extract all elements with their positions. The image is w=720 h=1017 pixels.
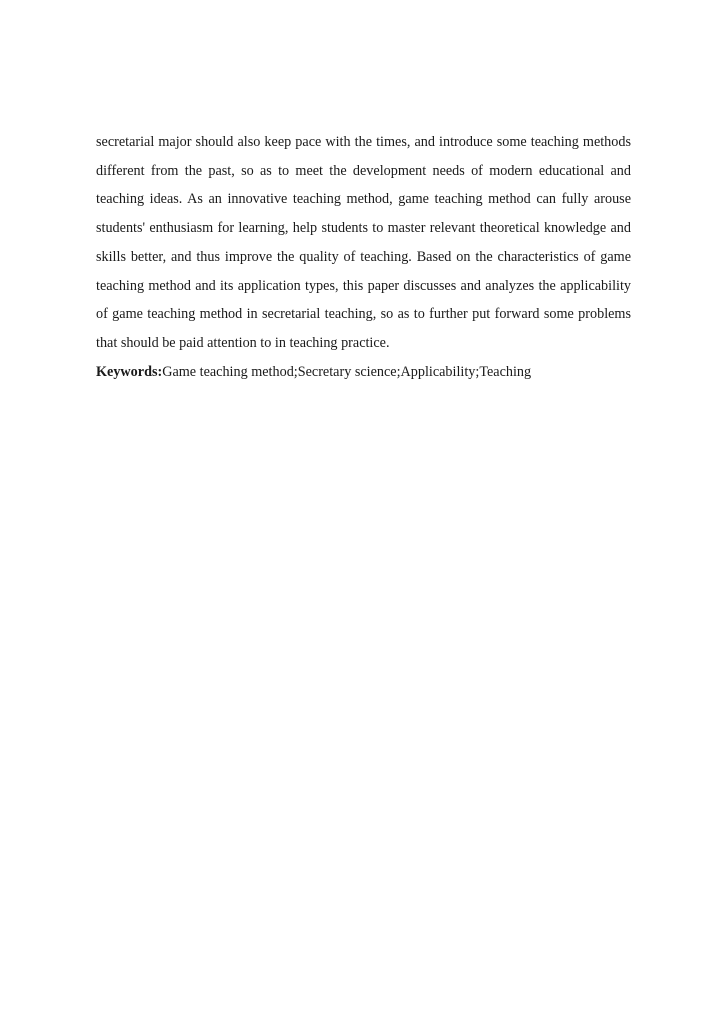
keywords-line [96, 358, 631, 387]
abstract-paragraph: secretarial major should also keep pace with the times, and introduce some teaching methods different from the past, so as to meet the development needs of modern educational and teaching ideas. As an innovative teaching method, game teaching method can fully arouse students' enthusiasm for learning, help students to master relevant theoretical knowledge and skills better, and thus improve the quality of teaching. Based on the characteristics of game teaching method and its application types, this paper discusses and analyzes the applicability of game teaching method in secretarial teaching, so as to further put forward some problems that should be paid attention to in teaching practice. [96, 134, 631, 351]
keywords-value: Game teaching method;Secretary science;Applicability;Teaching [162, 363, 532, 380]
keywords-label: Keywords: [96, 363, 163, 380]
abstract-section [96, 128, 631, 386]
